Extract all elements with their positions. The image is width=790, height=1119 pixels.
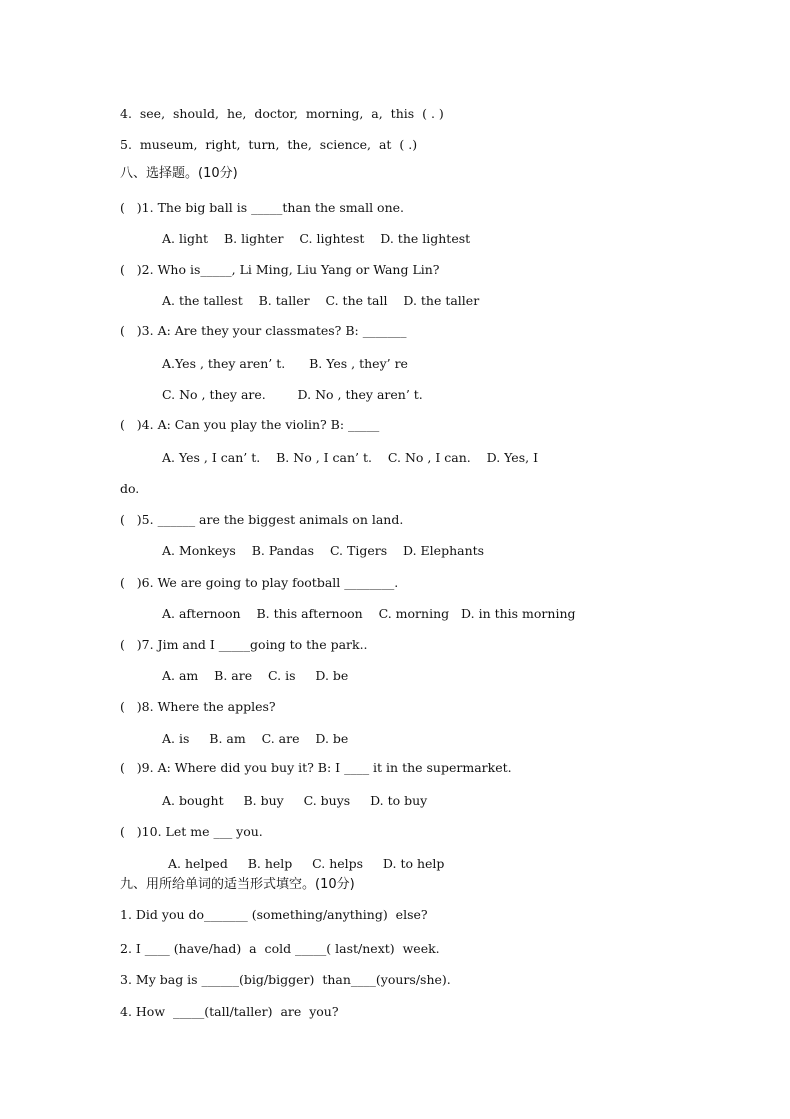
q8-3-stem: ( )3. A: Are they your classmates? B: _______ [120,323,407,338]
q8-3-options-a: A.Yes , they aren’ t. B. Yes , they’ re [162,356,408,371]
question-7-5: 5. museum, right, turn, the, science, at ( .) [120,137,418,152]
section-9-heading: 九、用所给单词的适当形式填空。(10分) [120,877,355,892]
q8-2-options: A. the tallest B. taller C. the tall D. the taller [162,293,480,308]
q8-1-stem: ( )1. The big ball is _____than the small one. [120,200,404,215]
section-8-heading: 八、选择题。(10分) [120,166,238,181]
q8-4-continuation: do. [120,481,140,496]
q8-5-options: A. Monkeys B. Pandas C. Tigers D. Elephants [162,543,485,558]
q8-7-options: A. am B. are C. is D. be [162,668,349,683]
q9-2: 2. I ____ (have/had) a cold _____( last/next) week. [120,941,440,956]
q8-4-stem: ( )4. A: Can you play the violin? B: _____ [120,417,380,432]
q8-10-stem: ( )10. Let me ___ you. [120,824,263,839]
q8-6-stem: ( )6. We are going to play football ________. [120,575,399,590]
q8-1-options: A. light B. lighter C. lightest D. the lightest [162,231,471,246]
q9-1: 1. Did you do_______ (something/anything) else? [120,907,428,922]
q8-9-stem: ( )9. A: Where did you buy it? B: I ____ it in the supermarket. [120,760,512,775]
q8-4-options: A. Yes , I can’ t. B. No , I can’ t. C. No , I can. D. Yes, I [162,450,539,465]
q8-8-options: A. is B. am C. are D. be [162,731,349,746]
q8-6-options: A. afternoon B. this afternoon C. morning D. in this morning [162,606,576,621]
q9-3: 3. My bag is ______(big/bigger) than____(yours/she). [120,972,451,987]
q8-2-stem: ( )2. Who is_____, Li Ming, Liu Yang or Wang Lin? [120,262,440,277]
q8-9-options: A. bought B. buy C. buys D. to buy [162,793,428,808]
question-7-4: 4. see, should, he, doctor, morning, a, this ( . ) [120,106,444,121]
q8-8-stem: ( )8. Where the apples? [120,699,276,714]
q8-10-options: A. helped B. help C. helps D. to help [168,856,445,871]
q8-3-options-b: C. No , they are. D. No , they aren’ t. [162,387,423,402]
q8-5-stem: ( )5. ______ are the biggest animals on land. [120,512,404,527]
q9-4: 4. How _____(tall/taller) are you? [120,1004,339,1019]
q8-7-stem: ( )7. Jim and I _____going to the park.. [120,637,368,652]
